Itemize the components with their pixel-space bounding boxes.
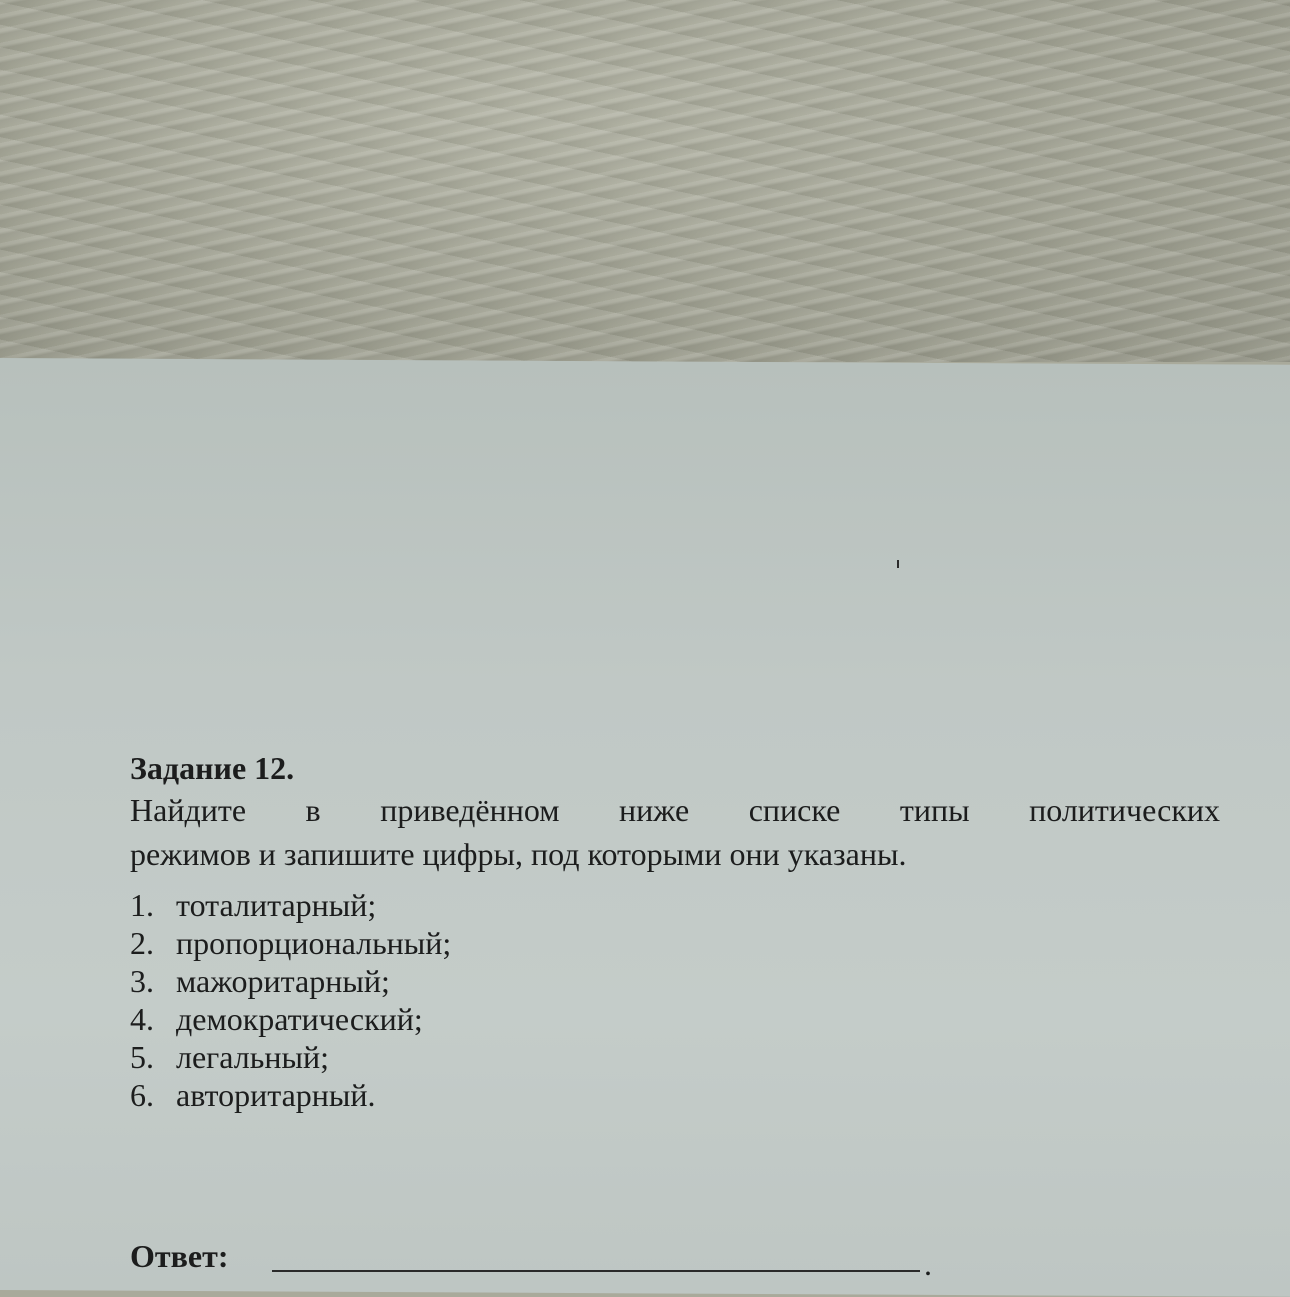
answer-label: Ответ:	[130, 1238, 229, 1274]
task-block	[130, 748, 1220, 1114]
option-number: 2.	[130, 925, 154, 961]
option-text: пропорциональный;	[176, 925, 452, 961]
question-line-2: режимов и запишите цифры, под которыми они указаны.	[130, 836, 907, 872]
option-number: 1.	[130, 887, 154, 923]
answer-end-period: .	[924, 1246, 932, 1282]
task-question	[130, 788, 1220, 876]
option-text: демократический;	[176, 1001, 423, 1037]
option-number: 6.	[130, 1077, 154, 1113]
option-text: мажоритарный;	[176, 963, 390, 999]
list-item	[130, 962, 1220, 1000]
list-item	[130, 1076, 1220, 1114]
paper-speck	[897, 560, 899, 568]
list-item	[130, 886, 1220, 924]
list-item	[130, 1038, 1220, 1076]
answer-blank-line[interactable]	[272, 1270, 920, 1272]
task-title: Задание 12.	[130, 750, 295, 786]
question-line-1: Найдите в приведённом ниже списке типы политических	[130, 792, 1220, 828]
option-number: 5.	[130, 1039, 154, 1075]
wooden-table-background	[0, 0, 1290, 362]
option-number: 3.	[130, 963, 154, 999]
option-text: авторитарный.	[176, 1077, 376, 1113]
option-number: 4.	[130, 1001, 154, 1037]
option-text: легальный;	[176, 1039, 329, 1075]
list-item	[130, 924, 1220, 962]
list-item	[130, 1000, 1220, 1038]
option-text: тоталитарный;	[176, 887, 377, 923]
options-list	[130, 886, 1220, 1114]
